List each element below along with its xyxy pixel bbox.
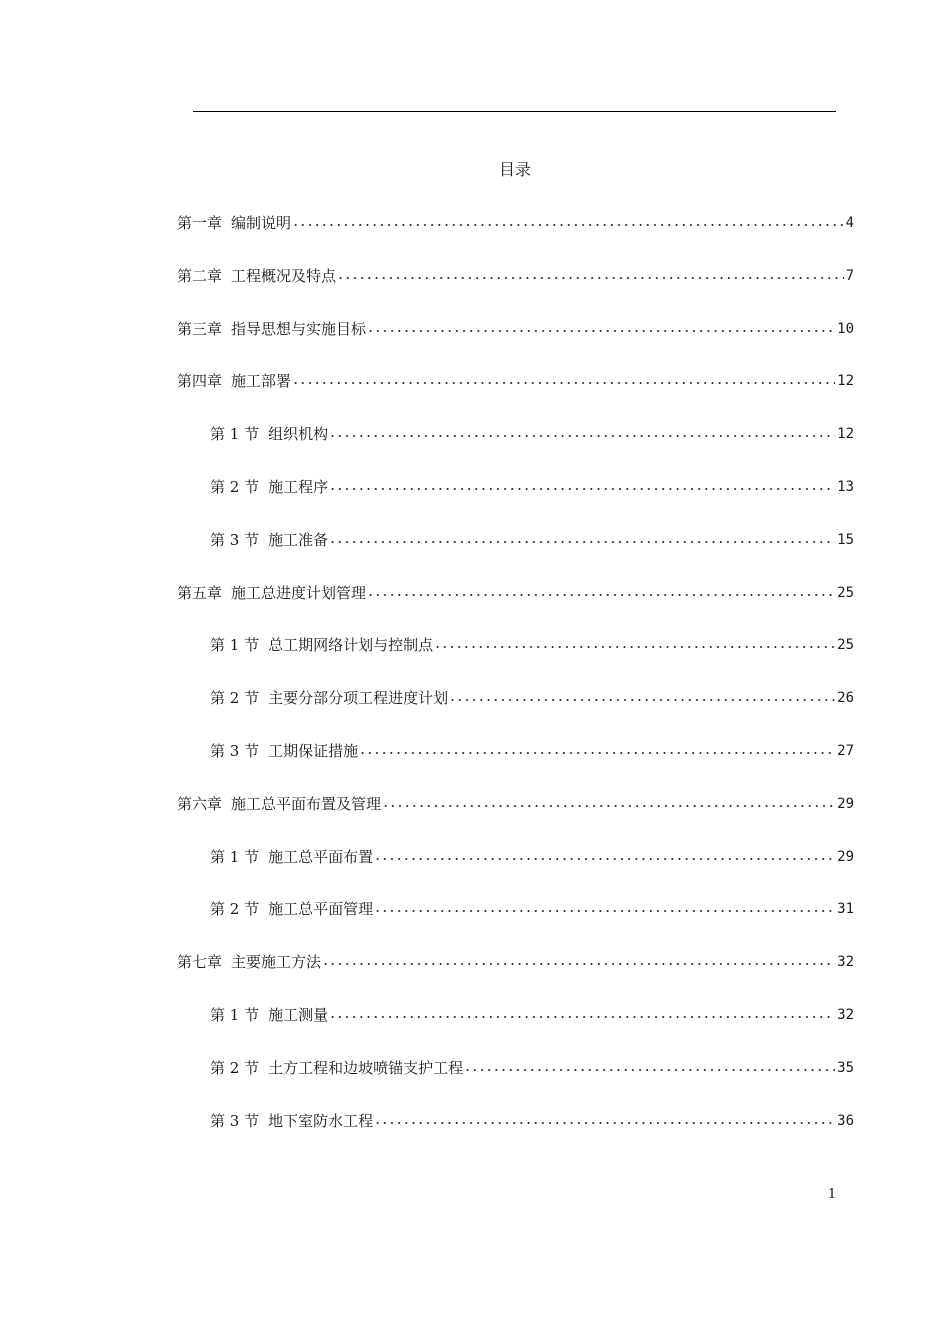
toc-entry-title: 施工程序: [268, 478, 329, 496]
toc-dot-leader: [374, 908, 835, 914]
toc-entry-number: 第 2 节: [210, 1059, 260, 1077]
toc-entry-number: 第三章: [177, 320, 223, 338]
toc-entry-title: 总工期网络计划与控制点: [268, 636, 434, 654]
toc-chapter-entry[interactable]: [177, 212, 854, 234]
toc-section-entry[interactable]: [210, 740, 854, 762]
toc-entry-title: 工程概况及特点: [231, 267, 337, 285]
toc-chapter-entry[interactable]: [177, 318, 854, 340]
toc-entry-title: 施工总平面布置及管理: [231, 795, 382, 813]
toc-chapter-entry[interactable]: [177, 582, 854, 604]
toc-entry-page: 12: [837, 426, 854, 442]
toc-dot-leader: [374, 1120, 835, 1126]
toc-entry-page: 29: [837, 849, 854, 865]
toc-entry-number: 第一章: [177, 214, 223, 232]
toc-entry-page: 32: [837, 954, 854, 970]
toc-dot-leader: [337, 275, 844, 281]
toc-entry-title: 工期保证措施: [268, 742, 359, 760]
toc-entry-title: 编制说明: [231, 214, 292, 232]
toc-entry-page: 4: [845, 215, 854, 231]
toc-dot-leader: [374, 856, 835, 862]
toc-entry-number: 第 1 节: [210, 848, 260, 866]
toc-entry-title: 施工总平面管理: [268, 900, 374, 918]
toc-entry-number: 第 1 节: [210, 1006, 260, 1024]
toc-section-entry[interactable]: [210, 1004, 854, 1026]
toc-entry-page: 35: [837, 1060, 854, 1076]
toc-entry-page: 10: [837, 321, 854, 337]
toc-dot-leader: [292, 222, 844, 228]
toc-entry-number: 第 3 节: [210, 742, 260, 760]
toc-entry-page: 32: [837, 1007, 854, 1023]
toc-chapter-entry[interactable]: [177, 951, 854, 973]
toc-entry-title: 组织机构: [268, 425, 329, 443]
toc-entry-number: 第 3 节: [210, 531, 260, 549]
toc-section-entry[interactable]: [210, 898, 854, 920]
toc-entry-number: 第七章: [177, 953, 223, 971]
toc-dot-leader: [359, 750, 835, 756]
toc-chapter-entry[interactable]: [177, 265, 854, 287]
toc-section-entry[interactable]: [210, 846, 854, 868]
toc-entry-page: 25: [837, 637, 854, 653]
toc-entry-title: 地下室防水工程: [268, 1112, 374, 1130]
toc-dot-leader: [329, 1014, 835, 1020]
toc-entry-page: 25: [837, 585, 854, 601]
toc-dot-leader: [367, 592, 835, 598]
toc-entry-page: 26: [837, 690, 854, 706]
toc-chapter-entry[interactable]: [177, 793, 854, 815]
toc-dot-leader: [367, 328, 835, 334]
toc-section-entry[interactable]: [210, 634, 854, 656]
toc-entry-page: 7: [845, 268, 854, 284]
toc-entry-title: 施工总平面布置: [268, 848, 374, 866]
toc-section-entry[interactable]: [210, 687, 854, 709]
toc-dot-leader: [449, 697, 835, 703]
toc-entry-number: 第 1 节: [210, 425, 260, 443]
page-number: 1: [827, 1187, 837, 1202]
toc-section-entry[interactable]: [210, 476, 854, 498]
toc-dot-leader: [329, 433, 835, 439]
toc-entry-page: 15: [837, 532, 854, 548]
toc-chapter-entry[interactable]: [177, 370, 854, 392]
toc-section-entry[interactable]: [210, 1110, 854, 1132]
toc-dot-leader: [382, 803, 835, 809]
toc-entry-number: 第二章: [177, 267, 223, 285]
toc-entry-title: 施工测量: [268, 1006, 329, 1024]
toc-section-entry[interactable]: [210, 529, 854, 551]
toc-title: 目录: [498, 160, 531, 179]
toc-entry-number: 第六章: [177, 795, 223, 813]
toc-dot-leader: [434, 644, 835, 650]
toc-dot-leader: [292, 380, 835, 386]
toc-entry-title: 施工部署: [231, 372, 292, 390]
toc-entry-number: 第四章: [177, 372, 223, 390]
toc-entry-number: 第五章: [177, 584, 223, 602]
toc-dot-leader: [322, 961, 835, 967]
toc-entry-number: 第 3 节: [210, 1112, 260, 1130]
toc-entry-title: 土方工程和边坡喷锚支护工程: [268, 1059, 464, 1077]
toc-entry-page: 13: [837, 479, 854, 495]
toc-entry-page: 31: [837, 901, 854, 917]
toc-dot-leader: [464, 1067, 835, 1073]
toc-entry-number: 第 2 节: [210, 900, 260, 918]
toc-section-entry[interactable]: [210, 1057, 854, 1079]
toc-entry-page: 27: [837, 743, 854, 759]
toc-dot-leader: [329, 486, 835, 492]
toc-entry-number: 第 2 节: [210, 478, 260, 496]
toc-entry-number: 第 1 节: [210, 636, 260, 654]
toc-entry-page: 36: [837, 1113, 854, 1129]
toc-entry-number: 第 2 节: [210, 689, 260, 707]
toc-section-entry[interactable]: [210, 423, 854, 445]
toc-entry-title: 施工总进度计划管理: [231, 584, 367, 602]
toc-entry-title: 施工准备: [268, 531, 329, 549]
toc-entry-page: 12: [837, 373, 854, 389]
toc-dot-leader: [329, 539, 835, 545]
toc-entry-title: 主要施工方法: [231, 953, 322, 971]
toc-entry-title: 主要分部分项工程进度计划: [268, 689, 449, 707]
toc-entry-page: 29: [837, 796, 854, 812]
toc-entry-title: 指导思想与实施目标: [231, 320, 367, 338]
